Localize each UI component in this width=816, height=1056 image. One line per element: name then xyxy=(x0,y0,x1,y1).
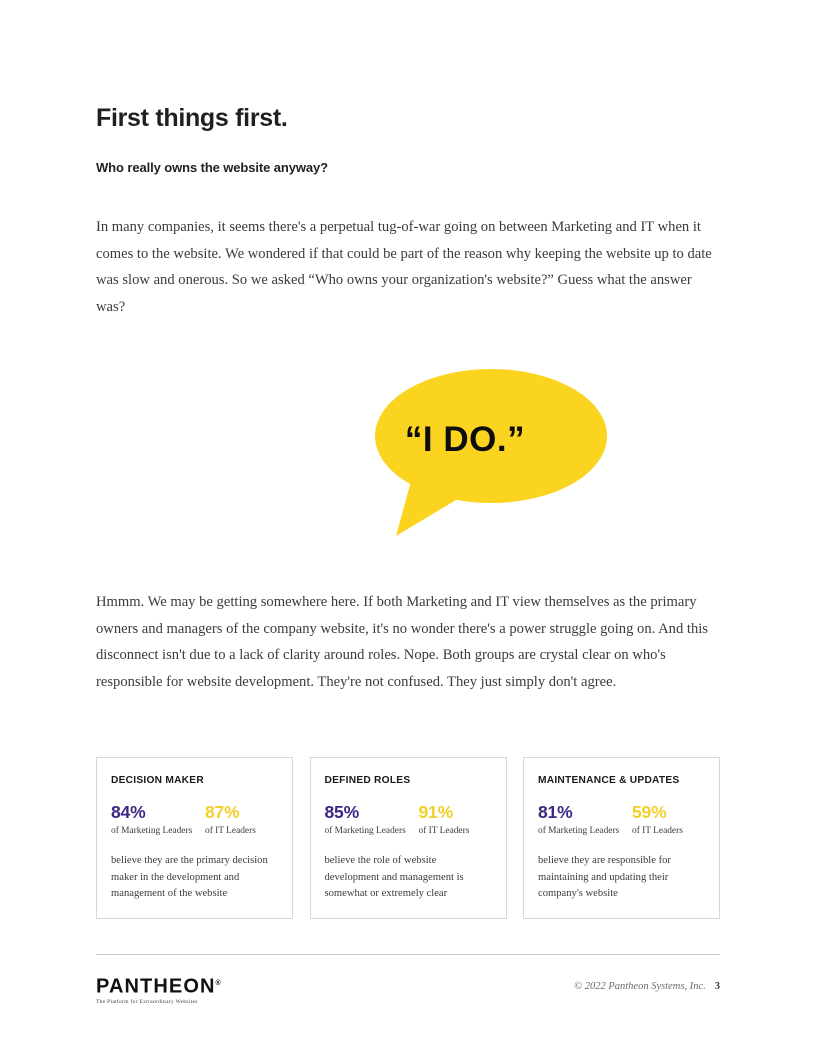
stat-it xyxy=(632,803,705,837)
stat-card-title: DECISION MAKER xyxy=(111,775,204,786)
stat-card-description: believe they are responsible for maintaining and updating their company's website xyxy=(538,855,671,899)
stat-card-description: believe the role of website development and management is somewhat or extremely clear xyxy=(324,855,464,899)
stat-it-label: of IT Leaders xyxy=(205,826,256,836)
stat-it xyxy=(419,803,492,837)
stat-values-row xyxy=(325,803,492,837)
logo-tagline: The Platform for Extraordinary Websites xyxy=(96,998,198,1005)
stat-marketing xyxy=(111,803,205,837)
stat-marketing-label: of Marketing Leaders xyxy=(111,826,193,836)
followup-paragraph: Hmmm. We may be getting somewhere here. If both Marketing and IT view themselves as the primary owners and managers of the company website, it's no wonder there's a power struggle going on. And this disconnect isn't due to a lack of clarity around roles. Nope. Both groups are crystal clear on who's responsible for website development. They're not confused. They just simply don't agree. xyxy=(96,594,708,690)
stat-marketing-value: 85% xyxy=(324,802,359,822)
stat-it xyxy=(205,803,278,837)
stat-marketing xyxy=(538,803,632,837)
stat-it-value: 91% xyxy=(418,802,453,822)
footer-divider xyxy=(96,954,720,955)
stat-it-value: 87% xyxy=(205,802,240,822)
stat-marketing xyxy=(325,803,419,837)
stat-values-row xyxy=(111,803,278,837)
page-number: 3 xyxy=(714,981,720,992)
copyright-text: © 2022 Pantheon Systems, Inc. xyxy=(574,981,706,992)
stat-card-defined-roles xyxy=(310,757,507,919)
stat-marketing-value: 84% xyxy=(111,802,146,822)
stat-card-maintenance-updates xyxy=(523,757,720,919)
logo-wordmark-text: PANTHEON xyxy=(96,975,216,998)
speech-bubble-text: “I DO.” xyxy=(404,420,526,459)
stat-values-row xyxy=(538,803,705,837)
stat-marketing-label: of Marketing Leaders xyxy=(538,826,620,836)
stat-card-decision-maker xyxy=(96,757,293,919)
footer-meta xyxy=(574,981,720,992)
registered-trademark-icon: ® xyxy=(215,980,221,987)
stat-it-label: of IT Leaders xyxy=(418,826,470,836)
stat-marketing-value: 81% xyxy=(538,802,573,822)
stat-it-value: 59% xyxy=(632,802,667,822)
stat-cards-row xyxy=(96,757,720,919)
page-title: First things first. xyxy=(96,104,288,132)
speech-bubble-icon xyxy=(276,366,616,546)
intro-paragraph: In many companies, it seems there's a perpetual tug-of-war going on between Marketing and IT when it comes to the website. We wondered if that could be part of the reason why keeping the website up to date was slow and onerous. So we asked “Who owns your organization's website?” Guess what the answer was? xyxy=(96,219,712,315)
speech-bubble-callout xyxy=(276,366,616,546)
stat-card-title: MAINTENANCE & UPDATES xyxy=(538,775,680,786)
section-subheading: Who really owns the website anyway? xyxy=(96,160,329,175)
stat-it-label: of IT Leaders xyxy=(632,826,683,836)
logo-wordmark xyxy=(96,974,246,997)
stat-card-description: believe they are the primary decision maker in the development and management of the website xyxy=(111,855,268,899)
stat-card-title: DEFINED ROLES xyxy=(324,775,411,786)
stat-marketing-label: of Marketing Leaders xyxy=(324,826,406,836)
pantheon-logo xyxy=(96,974,246,1005)
page-footer xyxy=(96,970,720,1014)
